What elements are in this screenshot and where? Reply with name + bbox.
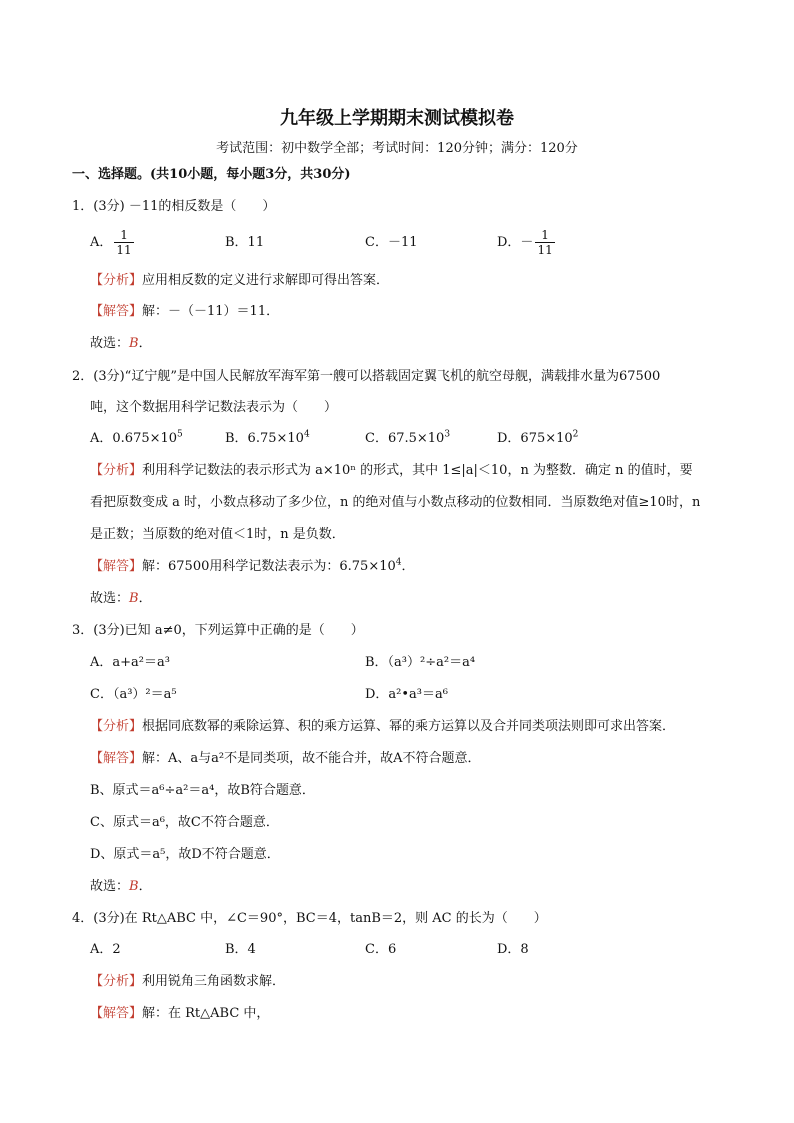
fraction: $\frac{1}{11}$ — [537, 228, 553, 257]
question-3-step-b: B、原式＝a⁶÷a²＝a⁴，故B符合题意． — [90, 783, 315, 798]
question-4-option-b: B．4 — [225, 942, 256, 957]
question-4-stem: 4．(3分)在 Rt△ABC 中，∠C＝90°，BC＝4，tanB＝2，则 AC 的长为（ ） — [72, 911, 547, 926]
question-1-stem: 1．(3分) －11的相反数是（ ） — [72, 199, 276, 214]
question-2-stem: 2．(3分)“辽宁舰”是中国人民解放军海军第一艘可以搭载固定翼飞机的航空母舰，满载排水量为67500 — [72, 369, 661, 384]
question-3-analysis: 【分析】根据同底数幂的乘除运算、积的乘方运算、幂的乘方运算以及合并同类项法则即可求出答案． — [90, 719, 676, 734]
question-4-option-d: D．8 — [497, 942, 529, 957]
question-2-option-c: C．$67.5\times 10^3$ — [365, 429, 451, 446]
question-3-option-d: D．a²•a³＝a⁶ — [365, 687, 448, 702]
question-2-stem-cont: 吨，这个数据用科学记数法表示为（ ） — [90, 400, 338, 415]
question-3-option-a: A．a+a²＝a³ — [90, 655, 170, 670]
section-heading: 一、选择题。(共10小题，每小题3分，共30分) — [72, 167, 351, 182]
question-1-choice: 故选：B． — [90, 336, 152, 351]
question-1-option-d: D．－ $\frac{1}{11}$ — [497, 228, 553, 257]
question-2-analysis-end: 是正数；当原数的绝对值＜1时，n 是负数． — [90, 527, 345, 542]
question-3-option-b: B．（a³）²÷a²＝a⁴ — [365, 655, 476, 670]
question-4-analysis: 【分析】利用锐角三角函数求解． — [90, 974, 286, 989]
question-3-choice: 故选：B． — [90, 879, 152, 894]
question-1-option-c: C．－11 — [365, 235, 418, 250]
question-3-step-c: C、原式＝a⁶，故C不符合题意． — [90, 815, 279, 830]
question-4-option-c: C．6 — [365, 942, 397, 957]
question-1-analysis: 【分析】应用相反数的定义进行求解即可得出答案． — [90, 273, 390, 288]
question-3-step-d: D、原式＝a⁵，故D不符合题意． — [90, 847, 280, 862]
question-2-choice: 故选：B． — [90, 591, 152, 606]
question-3-stem: 3．(3分)已知 a≠0，下列运算中正确的是（ ） — [72, 623, 364, 638]
question-2-option-a: A．$0.675\times 10^5$ — [90, 429, 183, 446]
question-2-option-b: B．$6.75\times 10^4$ — [225, 429, 310, 446]
question-1-option-b: B．11 — [225, 235, 265, 250]
question-2-analysis-cont: 看把原数变成 a 时，小数点移动了多少位，n 的绝对值与小数点移动的位数相同．当原数绝对值≥10时，n — [90, 495, 701, 510]
question-4-answer: 【解答】解：在 Rt△ABC 中， — [90, 1006, 270, 1021]
question-2-answer: 【解答】解：67500用科学记数法表示为：$6.75\times 10^4$． — [90, 557, 415, 574]
question-2-analysis: 【分析】利用科学记数法的表示形式为 a×10ⁿ 的形式，其中 1≤|a|＜10，n 为整数．确定 n 的值时，要 — [90, 463, 693, 478]
question-1-option-a: A． $\frac{1}{11}$ — [90, 228, 132, 257]
exam-info: 考试范围：初中数学全部；考试时间：120分钟；满分：120分 — [216, 141, 578, 156]
question-4-option-a: A．2 — [90, 942, 121, 957]
question-3-answer: 【解答】解：A、a与a²不是同类项，故不能合并，故A不符合题意． — [90, 751, 481, 766]
fraction: $\frac{1}{11}$ — [116, 228, 132, 257]
question-2-option-d: D．$675\times 10^2$ — [497, 429, 579, 446]
question-1-answer: 【解答】解：－（－11）＝11． — [90, 304, 280, 319]
page-title: 九年级上学期期末测试模拟卷 — [280, 108, 514, 129]
question-3-option-c: C．（a³）²＝a⁵ — [90, 687, 177, 702]
